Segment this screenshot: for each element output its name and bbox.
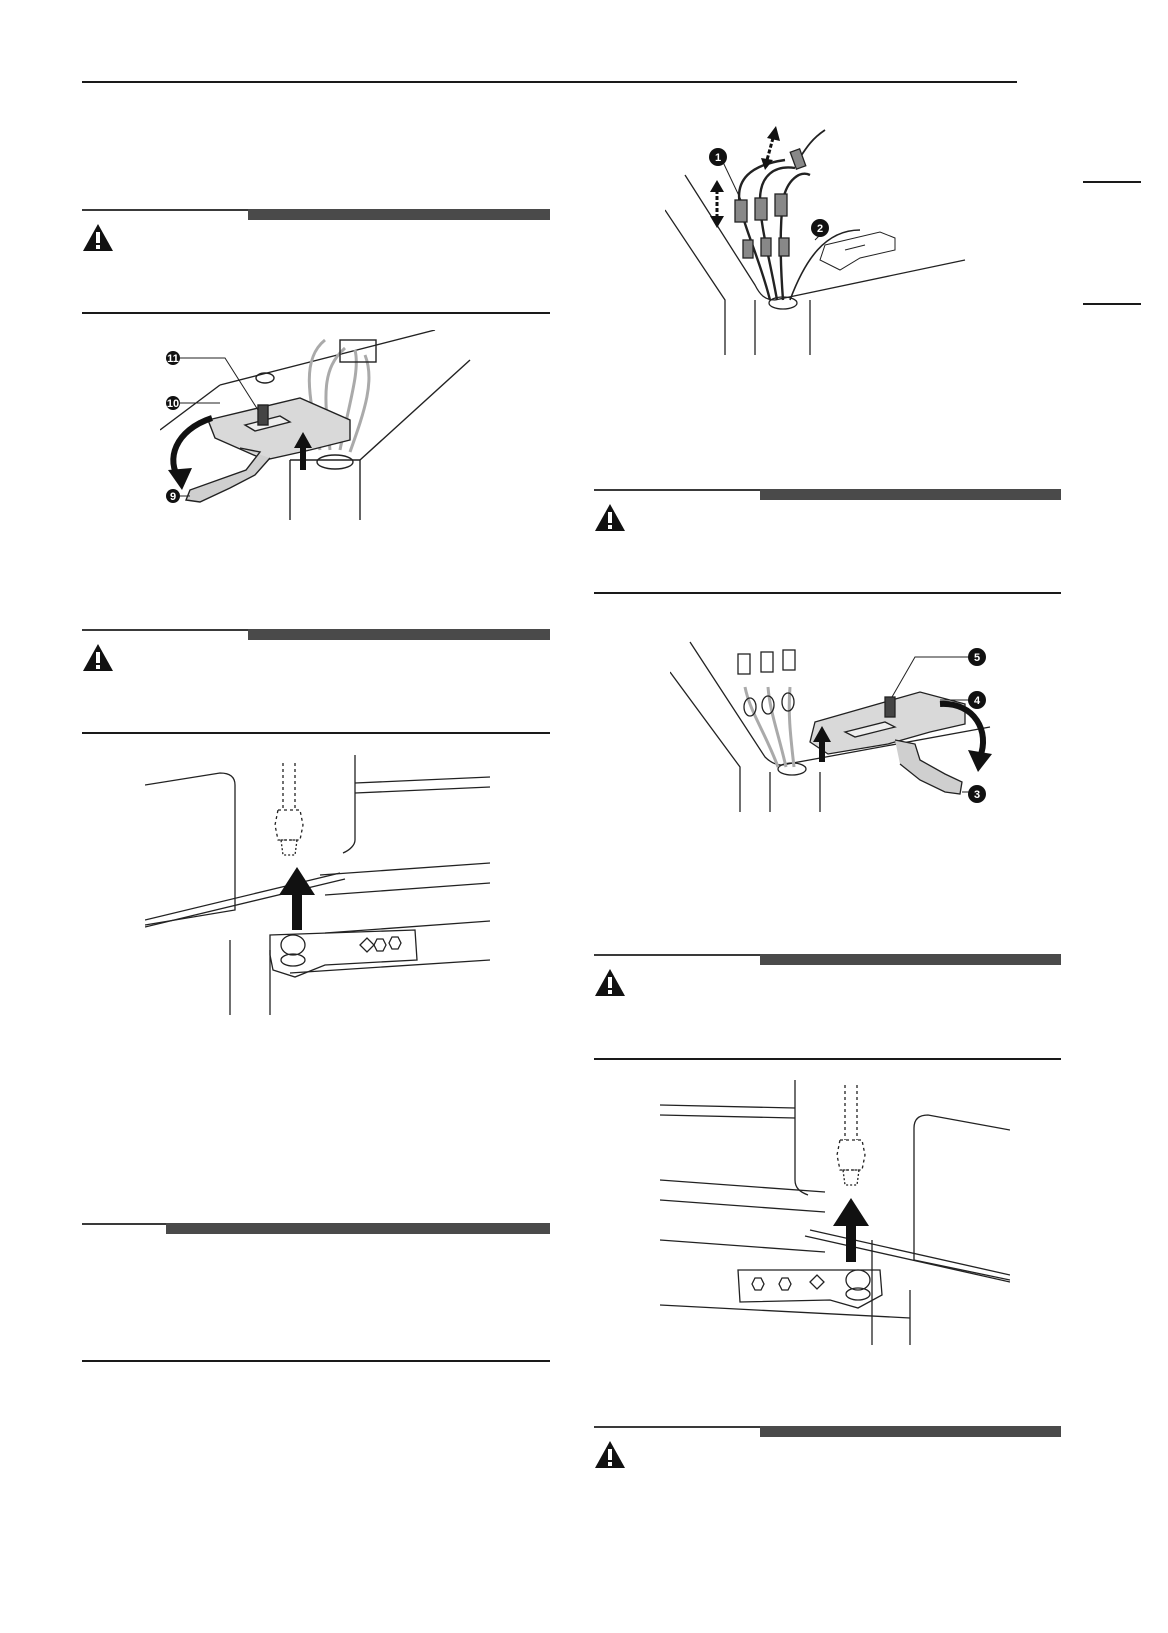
margin-tab-tick-bottom <box>1083 303 1141 305</box>
warning-triangle-icon <box>593 1439 627 1471</box>
warning-triangle-icon <box>81 222 115 254</box>
page-top-rule <box>82 81 1017 83</box>
figure-door-lift-left <box>145 755 490 1015</box>
figure-door-lift-right <box>660 1080 1010 1345</box>
figure-hinge-cover-right <box>670 632 1000 812</box>
callout-9: 9 <box>169 491 177 503</box>
warning-triangle-icon <box>81 642 115 674</box>
callout-2: 2 <box>816 223 824 235</box>
figure-wire-disconnect <box>665 120 995 355</box>
callout-4: 4 <box>973 695 981 707</box>
warning-triangle-icon <box>593 502 627 534</box>
callout-1: 1 <box>714 152 722 164</box>
callout-3: 3 <box>973 789 981 801</box>
margin-tab-tick-top <box>1083 181 1141 183</box>
callout-10: 10 <box>166 398 180 410</box>
callout-5: 5 <box>973 652 981 664</box>
warning-triangle-icon <box>593 967 627 999</box>
callout-11: 11 <box>167 353 179 365</box>
figure-hinge-cover-left <box>160 330 490 520</box>
